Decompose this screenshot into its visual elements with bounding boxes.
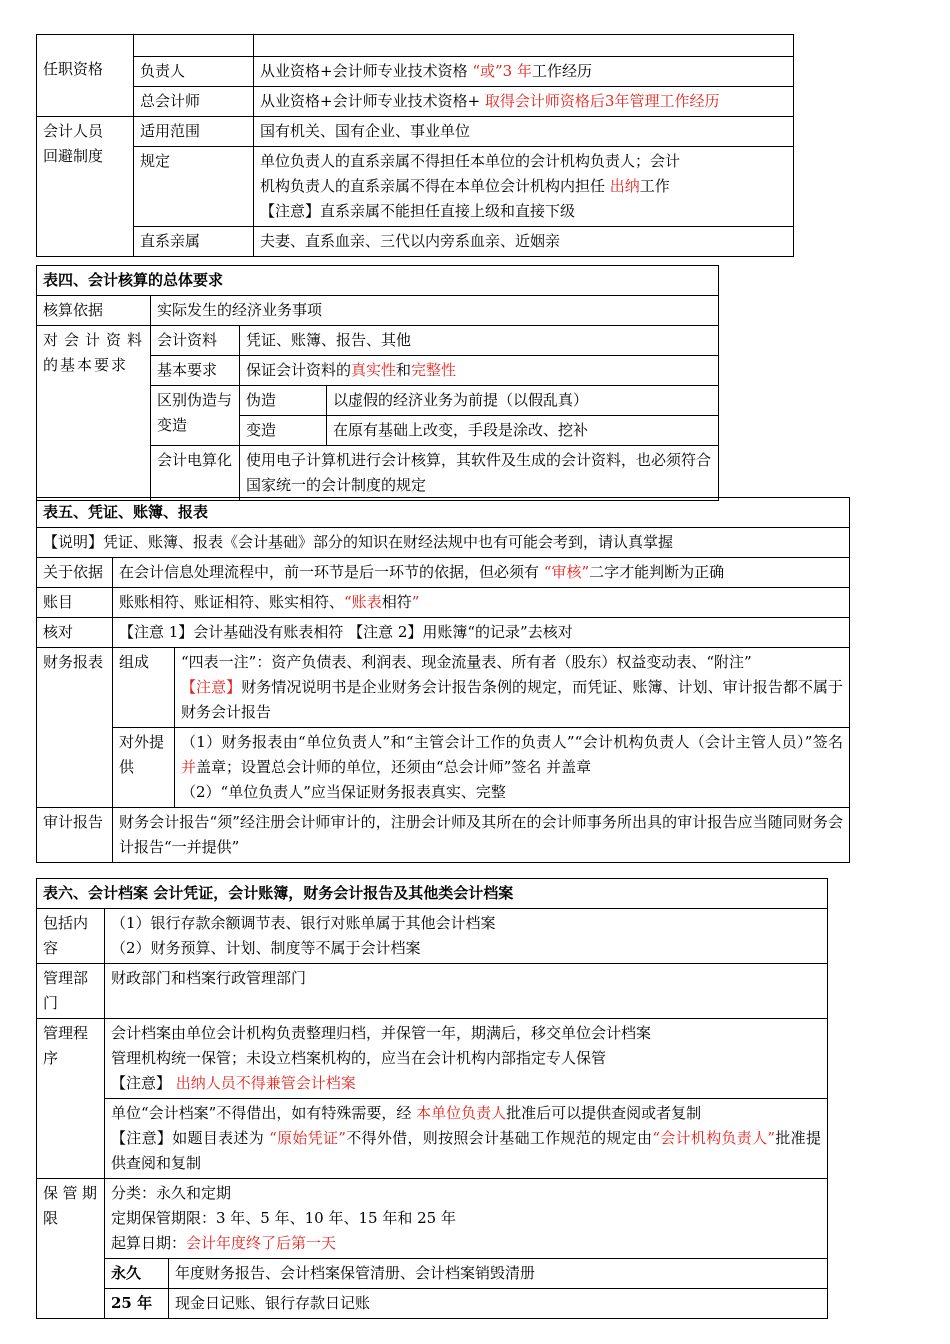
chief-accountant-requirement: 从业资格+会计师专业技术资格+ 取得会计师资格后3年管理工作经历 (254, 87, 794, 117)
chief-accountant-label: 总会计师 (134, 87, 254, 117)
alter-label: 变造 (240, 416, 327, 446)
table-accounting-requirements (36, 265, 719, 501)
basis-label: 关于依据 (37, 558, 113, 588)
management-dept-value: 财政部门和档案行政管理部门 (105, 964, 828, 1019)
check-label: 核对 (37, 618, 113, 648)
table-staff-qualification (36, 34, 794, 257)
check-value: 【注意 1】会计基础没有账表相符 【注意 2】用账簿“的记录”去核对 (113, 618, 850, 648)
audit-report-value: 财务会计报告“须”经注册会计师审计的，注册会计师及其所在的会计师事务所出具的审计报告应当随同财务会计报告“一并提供” (113, 808, 850, 863)
basis-label: 核算依据 (37, 296, 151, 326)
forge-value: 以虚假的经济业务为前提（以假乱真） (327, 386, 719, 416)
accounts-value: 账账相符、账证相符、账实相符、“账表相符” (113, 588, 850, 618)
accounts-label: 账目 (37, 588, 113, 618)
external-value: （1）财务报表由“单位负责人”和“主管会计工作的负责人”“会计机构负责人（会计主管人员）”签名并盖章；设置总会计师的单位，还须由“总会计师”签名 并盖章 （2）“单位负责人”应当保证财务报表真实、完整 (175, 728, 850, 808)
retention-label: 保管期限 (37, 1179, 105, 1319)
data-requirement-label: 对会计资料的基本要求 (37, 326, 151, 501)
table-accounting-archives (36, 878, 828, 1319)
contents-label: 包括内容 (37, 909, 105, 964)
permanent-value: 年度财务报告、会计档案保管清册、会计档案销毁清册 (169, 1259, 828, 1289)
permanent-label: 永久 (105, 1259, 169, 1289)
alter-value: 在原有基础上改变，手段是涂改、挖补 (327, 416, 719, 446)
head-label: 负责人 (134, 57, 254, 87)
rule-value: 单位负责人的直系亲属不得担任本单位的会计机构负责人；会计 机构负责人的直系亲属不得在本单位会计机构内担任 出纳工作 【注意】直系亲属不能担任直接上级和直接下级 (254, 147, 794, 227)
25-year-value: 现金日记账、银行存款日记账 (169, 1289, 828, 1319)
external-label: 对外提供 (113, 728, 175, 808)
table-vouchers-books-reports (36, 497, 850, 863)
audit-report-label: 审计报告 (37, 808, 113, 863)
rule-label: 规定 (134, 147, 254, 227)
basic-requirement-value: 保证会计资料的真实性和完整性 (240, 356, 719, 386)
composition-label: 组成 (113, 648, 175, 728)
forge-label: 伪造 (240, 386, 327, 416)
procedure-value: 会计档案由单位会计机构负责整理归档，并保管一年，期满后，移交单位会计档案 管理机构统一保管；未设立档案机构的，应当在会计机构内部指定专人保管 【注意】 出纳人员不得兼管会计档案 (105, 1019, 828, 1099)
procedure-lending-value: 单位“会计档案”不得借出，如有特殊需要，经 本单位负责人批准后可以提供查阅或者复制 【注意】如题目表述为 “原始凭证”不得外借，则按照会计基础工作规范的规定由“会计机构负责人”批准提供查阅和复制 (105, 1099, 828, 1179)
computerization-label: 会计电算化 (151, 446, 240, 501)
table4-title: 表四、会计核算的总体要求 (37, 266, 719, 296)
retention-value: 分类：永久和定期 定期保管期限：3 年、5 年、10 年、15 年和 25 年 起算日期：会计年度终了后第一天 (105, 1179, 828, 1259)
table6-title: 表六、会计档案 会计凭证，会计账簿，财务会计报告及其他类会计档案 (37, 879, 828, 909)
forge-alter-label: 区别伪造与变造 (151, 386, 240, 446)
scope-label: 适用范围 (134, 117, 254, 147)
data-label: 会计资料 (151, 326, 240, 356)
management-dept-label: 管理部门 (37, 964, 105, 1019)
scope-value: 国有机关、国有企业、事业单位 (254, 117, 794, 147)
table5-note: 【说明】凭证、账簿、报表《会计基础》部分的知识在财经法规中也有可能会考到，请认真掌握 (37, 528, 850, 558)
computerization-value: 使用电子计算机进行会计核算，其软件及生成的会计资料，也必须符合国家统一的会计制度的规定 (240, 446, 719, 501)
basic-requirement-label: 基本要求 (151, 356, 240, 386)
kin-label: 直系亲属 (134, 227, 254, 257)
financial-report-label: 财务报表 (37, 648, 113, 808)
procedure-label: 管理程序 (37, 1019, 105, 1179)
head-requirement: 从业资格+会计师专业技术资格 “或”3 年工作经历 (254, 57, 794, 87)
data-value: 凭证、账簿、报告、其他 (240, 326, 719, 356)
kin-value: 夫妻、直系血亲、三代以内旁系血亲、近姻亲 (254, 227, 794, 257)
basis-value: 在会计信息处理流程中，前一环节是后一环节的依据，但必须有 “审核”二字才能判断为正确 (113, 558, 850, 588)
table5-title: 表五、凭证、账簿、报表 (37, 498, 850, 528)
avoidance-label: 会计人员 回避制度 (37, 117, 134, 257)
composition-value: “四表一注”：资产负债表、利润表、现金流量表、所有者（股东）权益变动表、“附注” 【注意】财务情况说明书是企业财务会计报告条例的规定，而凭证、账簿、计划、审计报告都不属于财务会计报告 (175, 648, 850, 728)
qualification-label: 任职资格 (37, 35, 134, 117)
25-year-label: 25 年 (105, 1289, 169, 1319)
basis-value: 实际发生的经济业务事项 (151, 296, 719, 326)
contents-value: （1）银行存款余额调节表、银行对账单属于其他会计档案 （2）财务预算、计划、制度等不属于会计档案 (105, 909, 828, 964)
